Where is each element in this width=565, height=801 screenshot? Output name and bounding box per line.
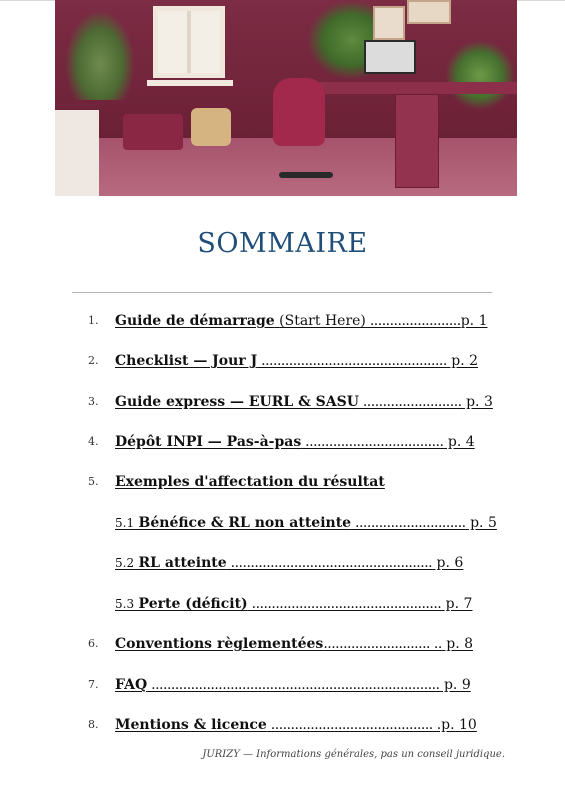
toc-link[interactable]: [115, 634, 473, 654]
toc-number: 3.: [88, 395, 99, 408]
toc-subnumber: 5.1: [115, 516, 135, 530]
footer-disclaimer: JURIZY — Informations générales, pas un conseil juridique.: [202, 749, 505, 760]
toc-link[interactable]: [115, 513, 497, 533]
toc-title: FAQ: [115, 677, 148, 693]
toc-number: 6.: [88, 637, 99, 650]
toc-title: Guide de démarrage: [115, 313, 275, 329]
toc-title: Checklist — Jour J: [115, 353, 258, 369]
divider: [72, 292, 492, 293]
toc-title: Dépôt INPI — Pas-à-pas: [115, 434, 302, 450]
toc-title: Conventions règlementées: [115, 636, 324, 652]
toc-leader: ...............................................: [257, 353, 447, 369]
toc-title: RL atteinte: [138, 555, 227, 571]
toc-link[interactable]: [115, 392, 493, 412]
toc-number: 4.: [88, 435, 99, 448]
toc-leader: .........................................................................: [147, 677, 440, 693]
toc-subtitle: (Start Here): [279, 313, 366, 329]
toc-number: 1.: [88, 314, 99, 327]
toc-number: 2.: [88, 354, 99, 367]
toc-page: p. 6: [432, 555, 464, 571]
toc-title: Guide express — EURL & SASU: [115, 394, 359, 410]
toc-page: p. 9: [439, 677, 471, 693]
toc-link[interactable]: [115, 432, 475, 452]
toc-page: .p. 10: [436, 717, 477, 733]
toc-title: Exemples d'affectation du résultat: [115, 474, 385, 490]
toc-page: p. 5: [465, 515, 497, 531]
toc-title: Mentions & licence: [115, 717, 267, 733]
toc-leader: ...................................: [301, 434, 444, 450]
toc-page: p. 2: [446, 353, 479, 369]
toc-leader: ............................: [351, 515, 466, 531]
toc-leader: .......................: [365, 313, 461, 329]
toc-page: p. 3: [461, 394, 493, 410]
toc-number: 8.: [88, 718, 99, 731]
toc-link[interactable]: [115, 311, 487, 331]
toc-link[interactable]: [115, 351, 478, 371]
toc-leader: .........................................: [266, 717, 437, 733]
toc-page: p. 4: [443, 434, 475, 450]
toc-number: 5.: [88, 475, 99, 488]
toc-title: Perte (déficit): [138, 596, 248, 612]
toc-leader: ...................................................: [226, 555, 433, 571]
toc-leader: ................................................: [247, 596, 442, 612]
toc-link[interactable]: [115, 594, 472, 614]
toc-title: Bénéfice & RL non atteinte: [138, 515, 352, 531]
toc-page: p. 8: [441, 636, 474, 652]
hero-office-photo: [55, 0, 517, 196]
page-title: SOMMAIRE: [197, 228, 368, 259]
toc-link[interactable]: [115, 472, 385, 492]
toc-link[interactable]: [115, 553, 463, 573]
toc-subnumber: 5.2: [115, 556, 135, 570]
toc-number: 7.: [88, 678, 99, 691]
toc-link[interactable]: [115, 675, 471, 695]
toc-link[interactable]: [115, 715, 477, 735]
toc-page: p. 1: [460, 313, 488, 329]
toc-leader: ........................... ..: [323, 636, 442, 652]
toc-leader: .........................: [358, 394, 462, 410]
toc-subnumber: 5.3: [115, 597, 135, 611]
toc-page: p. 7: [441, 596, 473, 612]
